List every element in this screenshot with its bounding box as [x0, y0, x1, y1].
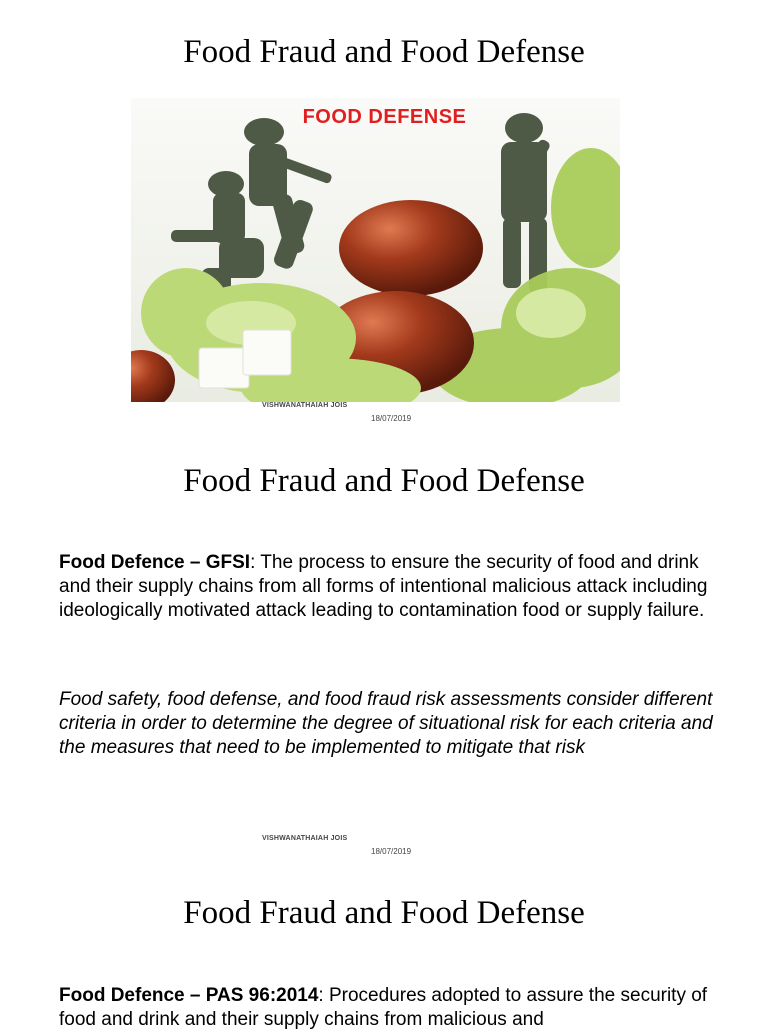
- definition-term: Food Defence – GFSI: [59, 552, 251, 573]
- slide-title: Food Fraud and Food Defense: [183, 463, 585, 499]
- definition-paragraph: [59, 984, 719, 1032]
- definition-text: : The process to ensure the security of food and drink and their supply chains from all forms of intentional malicious attack including ideologically motivated attack leading to contamination food or supply failure.: [59, 552, 708, 621]
- footer-author: VISHWANATHAIAH JOIS: [262, 402, 348, 409]
- slide-title: Food Fraud and Food Defense: [183, 895, 585, 931]
- image-caption: FOOD DEFENSE: [302, 106, 467, 128]
- footer-date: 18/07/2019: [371, 847, 412, 856]
- food-defense-photo: [131, 98, 620, 402]
- footer-author: VISHWANATHAIAH JOIS: [262, 835, 348, 842]
- definition-paragraph: [59, 551, 719, 623]
- definition-text: : Procedures adopted to assure the security of food and drink and their supply chains from malicious and: [59, 985, 708, 1030]
- footer-date: 18/07/2019: [371, 414, 412, 423]
- slide-title: Food Fraud and Food Defense: [183, 34, 585, 70]
- definition-term: Food Defence – PAS 96:2014: [59, 985, 319, 1006]
- note-paragraph: Food safety, food defense, and food fraud risk assessments consider different criteria in order to determine the degree of situational risk for each criteria and the measures that need to be implemented to mitigate that risk: [59, 689, 713, 758]
- toy-soldiers-with-vegetables-image: [131, 98, 620, 402]
